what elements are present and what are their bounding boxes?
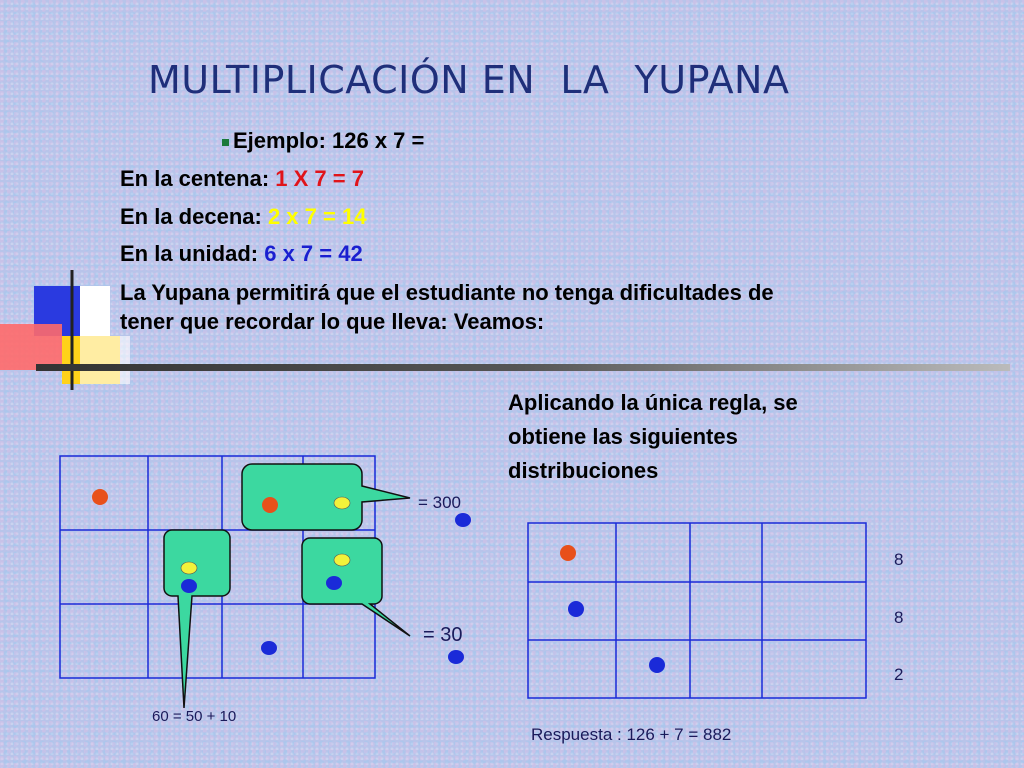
blue-dot xyxy=(326,576,342,590)
blue-dot xyxy=(455,513,471,527)
label-300: = 300 xyxy=(418,493,462,512)
paragraph-line-1: La Yupana permitirá que el estudiante no tenga dificultades de xyxy=(120,280,774,305)
result-digit-unidad: 2 xyxy=(894,665,904,684)
unidad-result: = 42 xyxy=(319,241,363,266)
right-yupana-diagram xyxy=(520,515,880,705)
bullet-icon xyxy=(222,139,229,146)
orange-dot xyxy=(560,545,576,561)
left-yupana-diagram xyxy=(0,440,500,740)
decena-line xyxy=(120,204,366,230)
answer-text: Respuesta : 126 + 7 = 882 xyxy=(531,725,732,744)
decena-label: En la decena: xyxy=(120,204,268,229)
example-text: Ejemplo: 126 x 7 = xyxy=(233,128,425,153)
yellow-dot xyxy=(334,497,350,509)
unidad-label: En la unidad: xyxy=(120,241,265,266)
orange-dot xyxy=(262,497,278,513)
blue-dot xyxy=(261,641,277,655)
blue-dot xyxy=(181,579,197,593)
centena-line xyxy=(120,166,364,192)
rule-line-3: distribuciones xyxy=(508,458,659,483)
yellow-dot xyxy=(334,554,350,566)
blue-dot xyxy=(448,650,464,664)
callout-30 xyxy=(302,538,410,636)
callout-300 xyxy=(242,464,410,530)
example-line xyxy=(222,128,424,154)
callout-60 xyxy=(164,530,230,708)
unidad-calc: 6 x 7 xyxy=(264,241,320,266)
yellow-dot xyxy=(181,562,197,574)
rule-line-1: Aplicando la única regla, se xyxy=(508,390,798,415)
rule-line-2: obtiene las siguientes xyxy=(508,424,738,449)
blue-dot xyxy=(568,601,584,617)
orange-dot xyxy=(92,489,108,505)
decorative-corner-blocks xyxy=(0,270,140,390)
page-title: MULTIPLICACIÓN EN LA YUPANA xyxy=(148,58,790,102)
unidad-line xyxy=(120,241,363,267)
centena-calc: 1 X 7 = 7 xyxy=(275,166,364,191)
paragraph-line-2: tener que recordar lo que lleva: Veamos: xyxy=(120,309,545,334)
horizontal-rule xyxy=(36,364,1010,371)
label-30: = 30 xyxy=(423,624,463,646)
result-digit-decena: 8 xyxy=(894,608,904,627)
blue-dot xyxy=(649,657,665,673)
decena-calc: 2 x 7 = 14 xyxy=(267,204,367,229)
label-60: 60 = 50 + 10 xyxy=(152,708,237,725)
centena-label: En la centena: xyxy=(120,166,276,191)
result-digit-centena: 8 xyxy=(894,550,904,569)
